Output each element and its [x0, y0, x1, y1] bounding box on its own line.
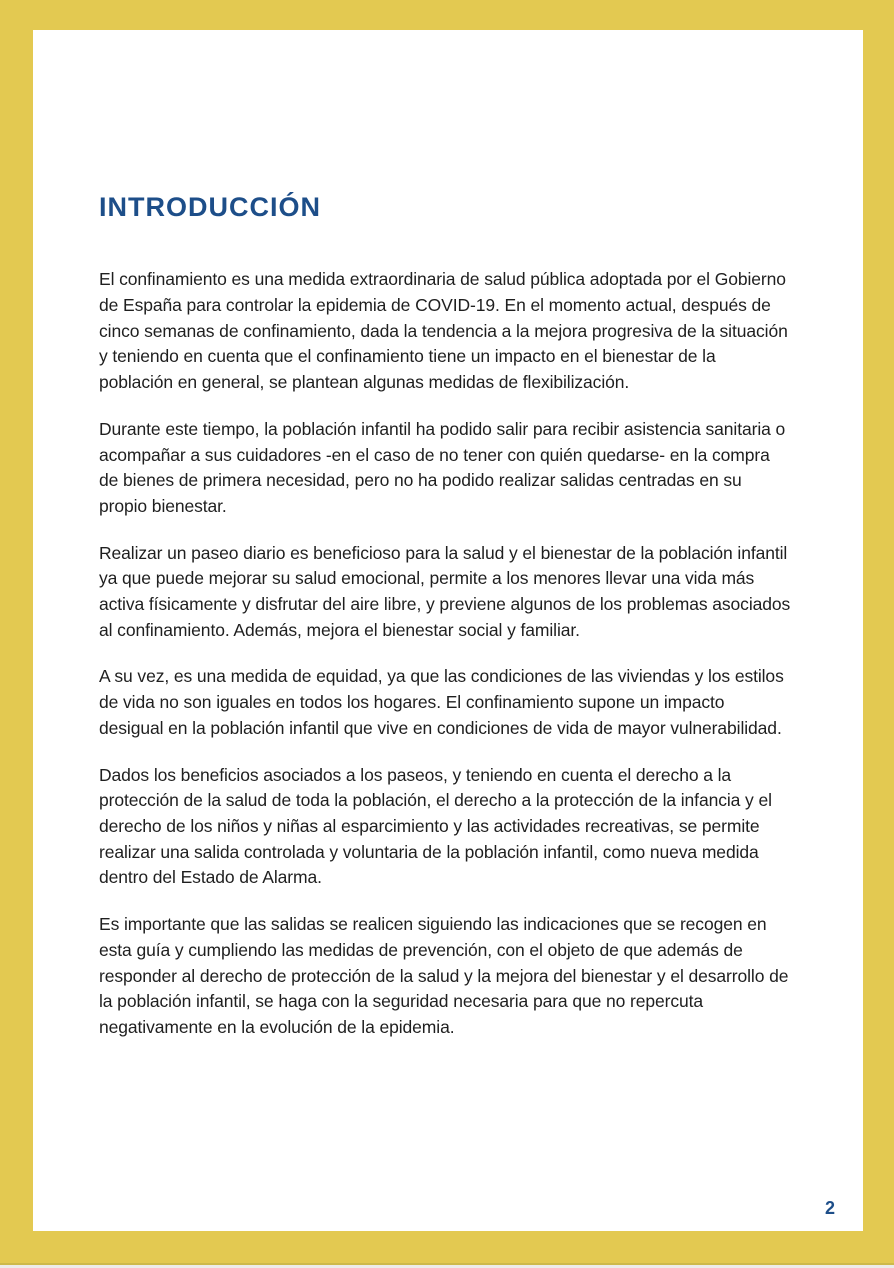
paragraph-rights-and-state-of-alarm: Dados los beneficios asociados a los paseos, y teniendo en cuenta el derecho a la protección de la salud de toda la población, el derecho a la protección de la infancia y el derecho de los niños y niñas al esparcimiento y las actividades recreativas, se permite realizar una salida controlada y voluntaria de la población infantil, como nueva medida dentro del Estado de Alarma.: [99, 764, 772, 888]
document-page: [33, 30, 863, 1231]
page-title: INTRODUCCIÓN: [99, 192, 321, 222]
paragraph-safety-guidelines: Es importante que las salidas se realicen siguiendo las indicaciones que se recogen en esta guía y cumpliendo las medidas de prevención, con el objeto de que además de responder al derecho de protección de la salud y la mejora del bienestar y el desarrollo de la población infantil, se haga con la seguridad necesaria para que no repercuta negativamente en la evolución de la epidemia.: [99, 914, 789, 1037]
paragraph-children-outings: Durante este tiempo, la población infantil ha podido salir para recibir asistencia sanitaria o acompañar a sus cuidadores -en el caso de no tener con quién quedarse- en la compra de bienes de primera necesidad, pero no ha podido realizar salidas centradas en su propio bienestar.: [99, 418, 786, 516]
paragraph-daily-walk-benefits: Realizar un paseo diario es beneficioso para la salud y el bienestar de la población infantil ya que puede mejorar su salud emocional, permite a los menores llevar una vida más activa físicamente y disfrutar del aire libre, y previene algunos de los problemas asociados al confinamiento. Además, mejora el bienestar social y familiar.: [99, 542, 791, 640]
page-number: 2: [824, 1198, 835, 1218]
body-text-block: [99, 267, 793, 1040]
paragraph-intro-confinement: El confinamiento es una medida extraordinaria de salud pública adoptada por el Gobierno de España para controlar la epidemia de COVID-19. En el momento actual, después de cinco semanas de confinamiento, dada la tendencia a la mejora progresiva de la situación y teniendo en cuenta que el confinamiento tiene un impacto en el bienestar de la población en general, se plantean algunas medidas de flexibilización.: [99, 269, 788, 393]
paragraph-equity-measure: A su vez, es una medida de equidad, ya que las condiciones de las viviendas y los estilos de vida no son iguales en todos los hogares. El confinamiento supone un impacto desigual en la población infantil que vive en condiciones de vida de mayor vulnerabilidad.: [99, 666, 784, 738]
